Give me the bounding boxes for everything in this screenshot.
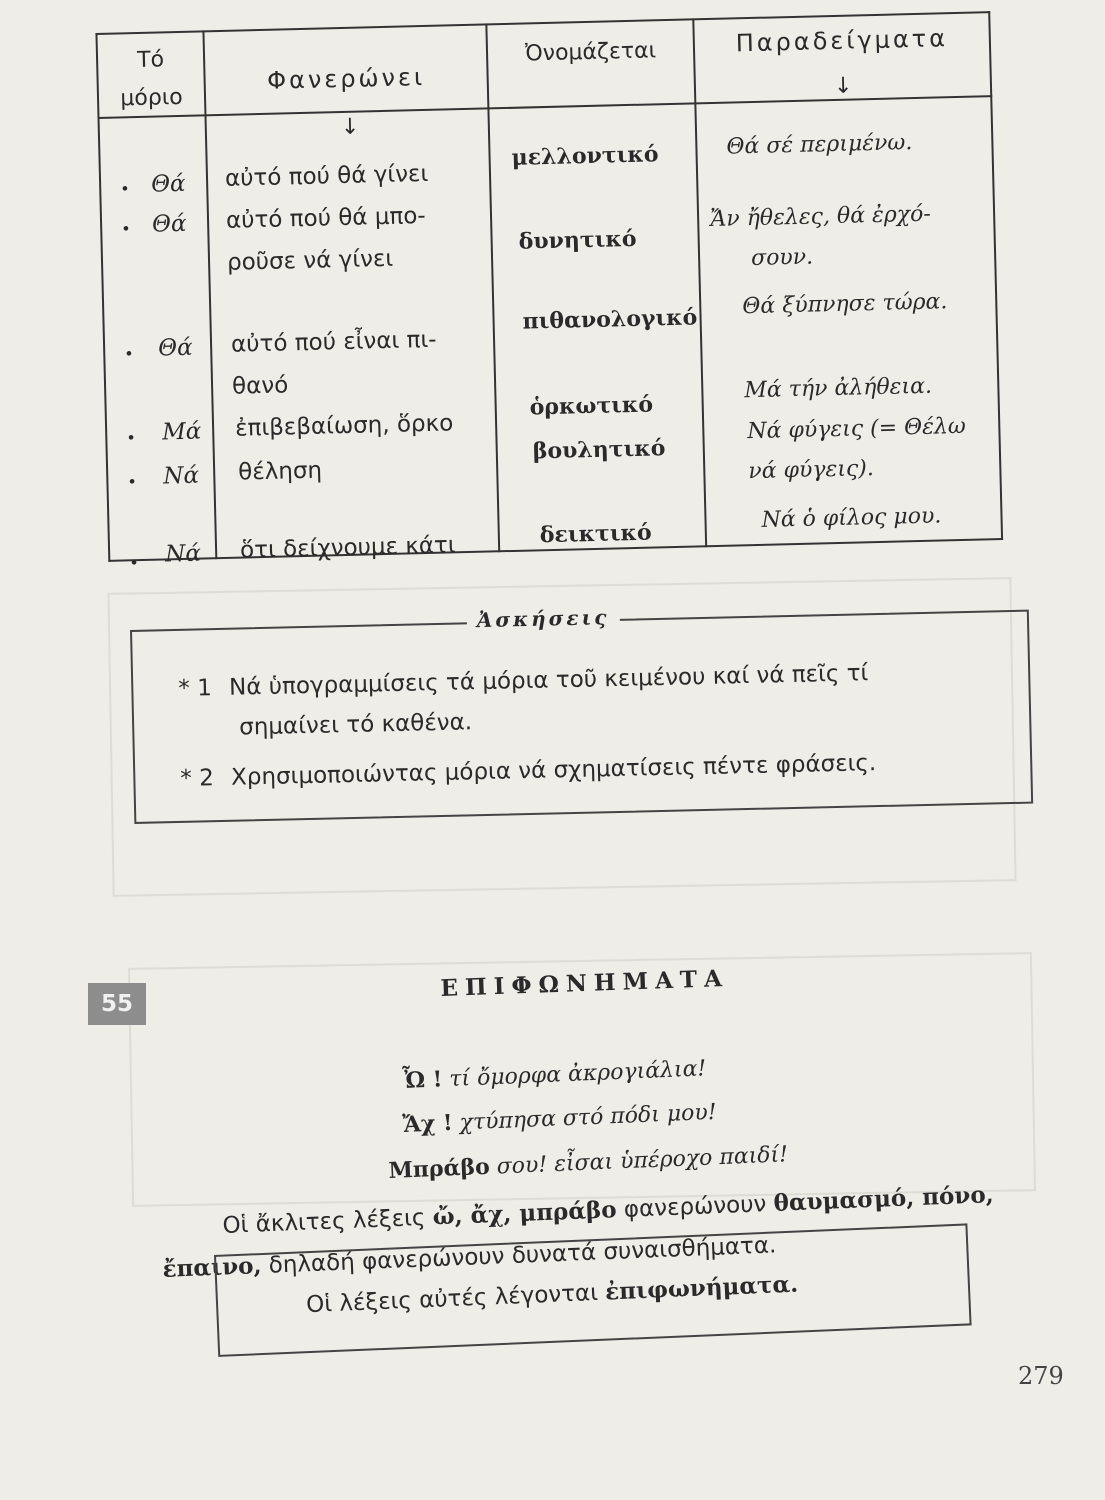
- header-paradeigmata: Παραδείγματα: [735, 24, 949, 58]
- section-number-badge: 55: [88, 983, 146, 1025]
- column-divider-2: [485, 23, 500, 552]
- exercise-text-cont: σημαίνει τό καθένα.: [238, 709, 473, 741]
- example-an-itheles: [710, 195, 933, 280]
- header-morio-line-1: Τό: [136, 47, 165, 73]
- header-onomazetai: Ὀνομάζεται: [524, 38, 657, 67]
- paragraph-bold: θαυμασμό, πόνο,: [773, 1181, 995, 1217]
- table-header-divider: [97, 95, 992, 119]
- exercise-text: Νά ὑπογραμμίσεις τά μόρια τοῦ κειμένου καί νά πεῖς τί: [228, 660, 869, 701]
- exercises-box: [130, 605, 1033, 824]
- name-voulitiko: βουλητικό: [532, 435, 666, 465]
- column-divider-1: [202, 30, 217, 559]
- exercise-text: Χρησιμοποιώντας μόρια νά σχηματίσεις πέντε φράσεις.: [230, 750, 877, 791]
- section-title: ΕΠΙΦΩΝΗΜΑΤΑ: [440, 964, 730, 1002]
- definition-bold: ἐπιφωνήματα.: [604, 1270, 799, 1306]
- header-morio: [98, 40, 205, 119]
- example-rest: σου! εἶσαι ὑπέροχο παιδί!: [489, 1142, 789, 1180]
- arrow-down-icon: ↓: [340, 114, 360, 141]
- exercise-2: [180, 743, 877, 799]
- definition-text: [306, 1271, 799, 1319]
- example-ma-tin-alitheia: Μά τήν ἀλήθεια.: [744, 373, 933, 404]
- example-tha-xypnise: Θά ξύπνησε τώρα.: [742, 289, 948, 320]
- paragraph-text: φανερώνουν: [616, 1190, 775, 1224]
- particle-tha-1: Θά: [150, 170, 186, 198]
- name-dynitiko: δυνητικό: [518, 225, 637, 255]
- paragraph-text: δηλαδή φανερώνουν δυνατά συναισθήματα.: [260, 1232, 777, 1280]
- name-deiktiko: δεικτικό: [539, 519, 652, 549]
- arrow-down-icon: ↓: [833, 73, 853, 99]
- meaning-voulitiko: θέληση: [237, 457, 323, 486]
- header-morio-line-2: μόριο: [120, 84, 184, 112]
- paragraph-text: Οἱ ἄκλιτες λέξεις: [222, 1204, 434, 1239]
- name-mellontiko: μελλοντικό: [511, 141, 659, 171]
- example-bold: Ἄχ !: [402, 1109, 454, 1138]
- meaning-deiktiko: ὅτι δείχνουμε κάτι: [239, 532, 456, 564]
- page-number: 279: [1018, 1362, 1064, 1390]
- table-right-border: [988, 11, 1003, 540]
- example-rest: τί ὄμορφα ἀκρογιάλια!: [441, 1056, 707, 1093]
- particles-table: [95, 0, 1028, 575]
- paragraph-bold: ὤ, ἄχ, μπράβο: [432, 1196, 618, 1231]
- bullet-icon: •: [120, 179, 130, 199]
- example-bold: Μπράβο: [388, 1153, 491, 1184]
- bullet-icon: •: [121, 219, 131, 239]
- example-na-fygeis: [747, 407, 967, 492]
- bullet-icon: •: [124, 344, 134, 364]
- example-bold: Ὦ !: [402, 1066, 443, 1094]
- exercise-marker: * 2: [180, 765, 215, 792]
- bullet-icon: •: [127, 472, 138, 492]
- meaning-pithanologiko: [231, 319, 438, 408]
- meaning-mellontiko: αὐτό πού θά γίνει: [224, 160, 429, 192]
- meaning-line: ροῦσε νά γίνει: [226, 245, 394, 276]
- particle-na-1: Νά: [162, 462, 200, 490]
- bullet-icon: •: [129, 553, 140, 573]
- particle-ma: Μά: [161, 418, 202, 446]
- example-line: Νά φύγεις (= Θέλω: [747, 413, 967, 445]
- example-line: νά φύγεις).: [748, 456, 875, 485]
- meaning-dynitiko: [226, 195, 428, 284]
- bullet-icon: •: [126, 428, 137, 448]
- column-divider-3: [692, 18, 707, 547]
- particle-na-2: Νά: [164, 540, 202, 568]
- meaning-line: θανό: [231, 372, 289, 400]
- example-line: σουν.: [750, 244, 814, 272]
- paragraph-bold: ἔπαινο,: [162, 1252, 262, 1283]
- exercises-title: Ἀσκήσεις: [467, 605, 620, 632]
- definition-plain: Οἱ λέξεις αὐτές λέγονται: [305, 1279, 606, 1319]
- header-fanerwnei: Φανερώνει: [266, 62, 426, 95]
- meaning-orkotiko: ἐπιβεβαίωση, ὅρκο: [234, 410, 454, 442]
- name-pithanologiko: πιθανολογικό: [522, 304, 698, 335]
- meaning-line: αὐτό πού θά μπο-: [225, 202, 426, 234]
- particle-tha-2: Θά: [151, 210, 187, 238]
- meaning-line: αὐτό πού εἶναι πι-: [230, 326, 437, 358]
- particle-tha-3: Θά: [157, 334, 193, 362]
- name-orkotiko: ὁρκωτικό: [529, 391, 654, 421]
- exercise-1: [178, 653, 870, 749]
- example-tha-se-perimeno: Θά σέ περιμένω.: [726, 130, 913, 160]
- example-line: Ἄν ἤθελες, θά ἐρχό-: [709, 201, 932, 233]
- example-rest: χτύπησα στό πόδι μου!: [452, 1099, 718, 1136]
- example-na-o-filos: Νά ὁ φίλος μου.: [761, 503, 942, 533]
- definition-box: [214, 1223, 972, 1356]
- exercise-marker: * 1: [178, 675, 213, 702]
